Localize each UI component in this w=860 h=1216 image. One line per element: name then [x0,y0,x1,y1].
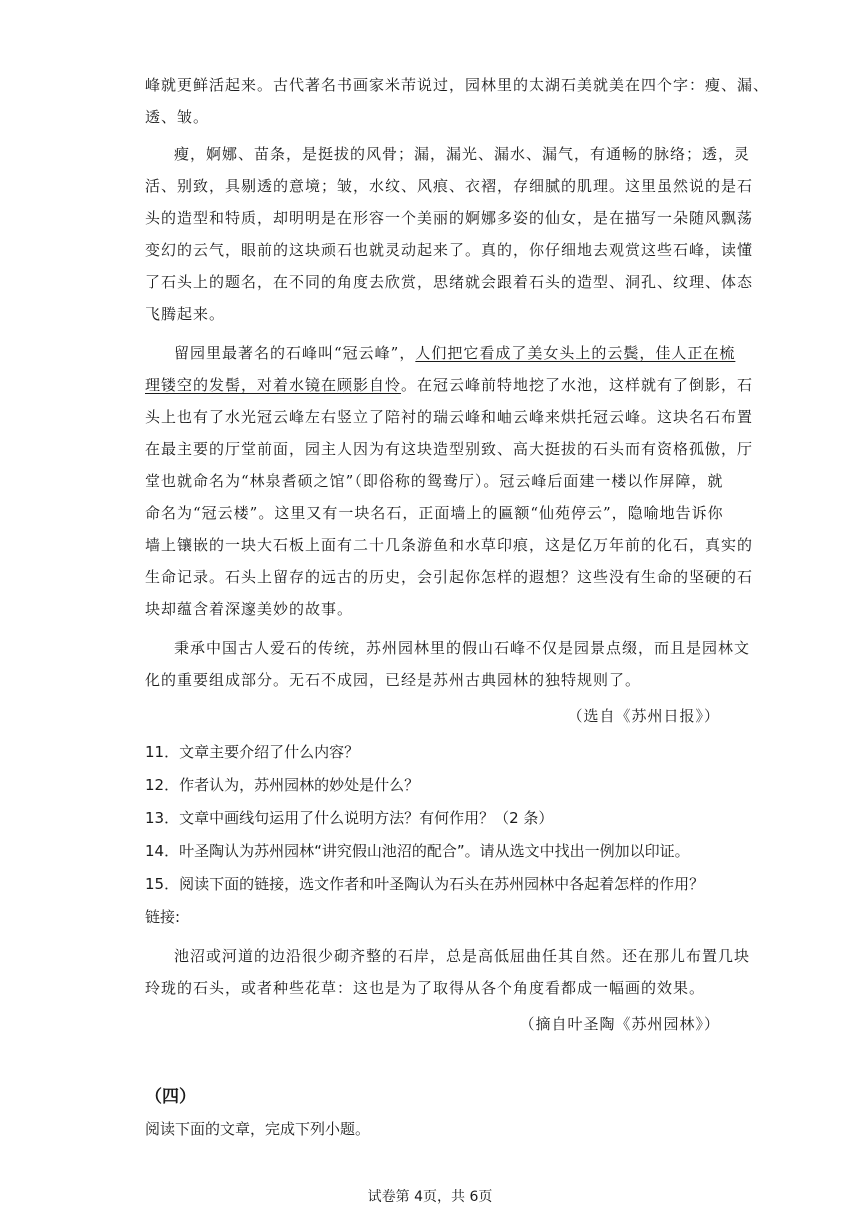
underlined-sentence: 理镂空的发髻，对着水镜在顾影自怜 [145,376,402,394]
article-line: 生命记录。石头上留存的远古的历史，会引起你怎样的遐想？这些没有生命的坚硬的石 [145,568,754,586]
article-line: 堂也就命名为“林泉耆硕之馆”（即俗称的鸳鸯厅）。冠云峰后面建一楼以作屏障，就 [145,472,724,490]
article-line: 化的重要组成部分。无石不成园，已经是苏州古典园林的独特规则了。 [145,671,642,689]
section-instruction: 阅读下面的文章，完成下列小题。 [145,1120,371,1138]
article-line [145,374,754,395]
article-line: 透、皱。 [145,108,210,126]
article-line: 命名为“冠云楼”。这里又有一块名石，正面墙上的匾额“仙苑停云”，隐喻地告诉你 [145,504,724,522]
question-13: 13．文章中画线句运用了什么说明方法？有何作用？（2 条） [145,809,554,827]
question-12: 12．作者认为，苏州园林的妙处是什么？ [145,776,420,794]
article-line: 变幻的云气，眼前的这块顽石也就灵动起来了。真的，你仔细地去观赏这些石峰，读懂 [145,241,754,259]
article-line: 在最主要的厅堂前面，园主人因为有这块造型别致、高大挺拔的石头而有资格孤傲，厅 [145,440,754,458]
article-line: 头上也有了水光冠云峰左右竖立了陪衬的瑞云峰和岫云峰来烘托冠云峰。这块名石布置 [145,408,754,426]
article-line: 峰就更鲜活起来。古代著名书画家米芾说过，园林里的太湖石美就美在四个字：瘦、漏、 [145,76,770,94]
article-line: 块却蕴含着深邃美妙的故事。 [145,600,354,618]
link-line: 玲珑的石头，或者种些花草：这也是为了取得从各个角度看都成一幅画的效果。 [145,979,706,997]
article-line [174,342,736,363]
article-source: （选自《苏州日报》） [567,707,720,725]
section-heading: （四） [145,1087,196,1107]
article-text: 。在冠云峰前特地挖了水池，这样就有了倒影，石 [401,376,754,394]
article-line: 活、别致，具剔透的意境；皱，水纹、风痕、衣褶，存细腻的肌理。这里虽然说的是石 [145,177,754,195]
article-line: 了石头上的题名，在不同的角度去欣赏，思绪就会跟着石头的造型、洞孔、纹理、体态 [145,273,754,291]
article-line: 飞腾起来。 [145,305,226,323]
article-line: 秉承中国古人爱石的传统，苏州园林里的假山石峰不仅是园景点缀，而且是园林文 [174,639,751,657]
question-11: 11．文章主要介绍了什么内容？ [145,743,360,761]
link-line: 池沼或河道的边沿很少砌齐整的石岸，总是高低屈曲任其自然。还在那儿布置几块 [174,947,751,965]
page-footer: 试卷第 4页，共 6页 [367,1189,493,1205]
link-label: 链接: [145,908,181,926]
article-line: 墙上镶嵌的一块大石板上面有二十几条游鱼和水草印痕，这是亿万年前的化石，真实的 [145,536,754,554]
article-text: 留园里最著名的石峰叫“冠云峰”， [174,344,416,362]
question-14: 14．叶圣陶认为苏州园林“讲究假山池沼的配合”。请从选文中找出一例加以印证。 [145,842,690,860]
underlined-sentence: 人们把它看成了美女头上的云鬓，佳人正在梳 [415,344,736,362]
link-source: （摘自叶圣陶《苏州园林》） [519,1015,720,1033]
article-line: 头的造型和特质，却明明是在形容一个美丽的婀娜多姿的仙女，是在描写一朵随风飘荡 [145,209,754,227]
question-15: 15．阅读下面的链接，选文作者和叶圣陶认为石头在苏州园林中各起着怎样的作用？ [145,875,705,893]
article-line: 瘦，婀娜、苗条，是挺拔的风骨；漏，漏光、漏水、漏气，有通畅的脉络；透，灵 [174,145,751,163]
